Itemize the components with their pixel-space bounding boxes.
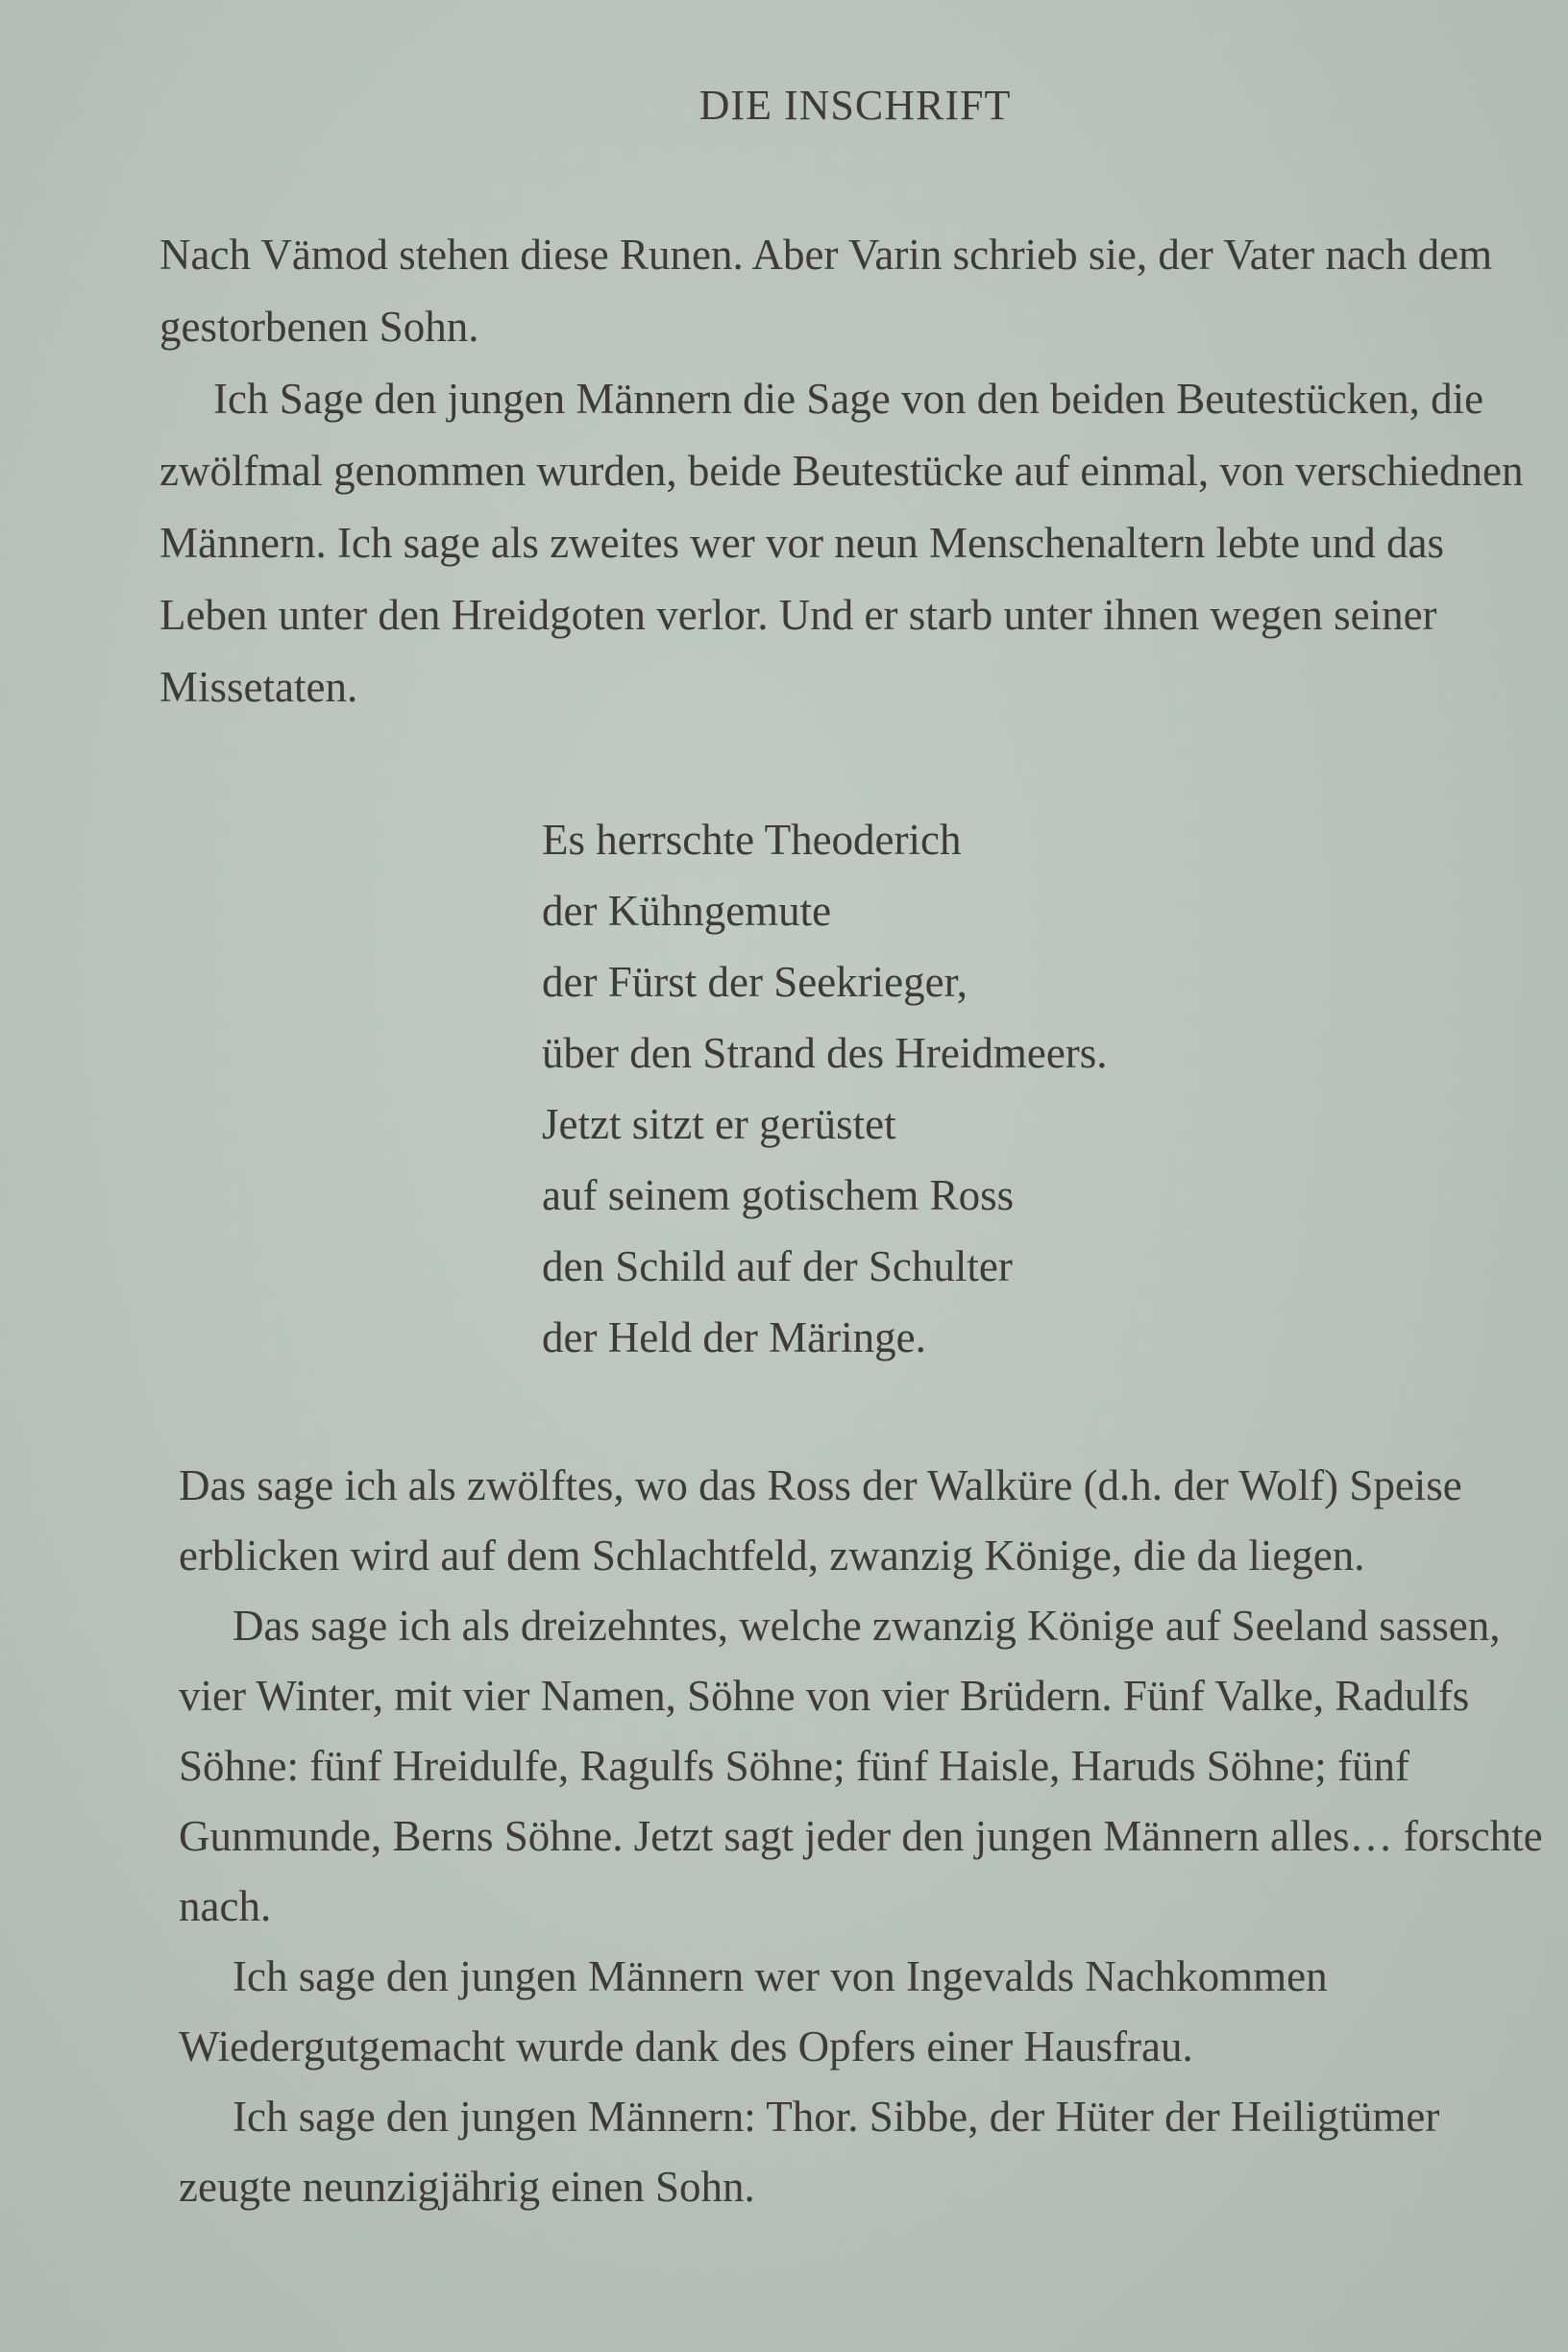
- intro-text-block: [159, 219, 1533, 723]
- closing-paragraph: Ich sage den jungen Männern wer von Ingevalds Nachkommen Wiedergutgemacht wurde dank des Opfers einer Hausfrau.: [179, 1952, 1328, 2070]
- closing-paragraph: Das sage ich als dreizehntes, welche zwanzig Könige auf Seeland sassen, vier Winter, mit vier Namen, Söhne von vier Brüdern. Fünf Valke, Radulfs Söhne: fünf Hreidulfe, Ragulfs Söhne; fünf Haisle, Haruds Söhne; fünf Gunmunde, Berns Söhne. Jetzt sagt jeder den jungen Männern alles… forschte nach.: [179, 1602, 1543, 1930]
- closing-text-block: [179, 1451, 1553, 2222]
- page-title: DIE INSCHRIFT: [698, 82, 1012, 129]
- verse-line: der Fürst der Seekrieger,: [542, 958, 968, 1006]
- closing-paragraph: Ich sage den jungen Männern: Thor. Sibbe, der Hüter der Heiligtümer zeugte neunzigjährig einen Sohn.: [179, 2093, 1440, 2211]
- verse-line: der Held der Märinge.: [542, 1313, 926, 1361]
- intro-paragraph: Ich Sage den jungen Männern die Sage von den beiden Beutestücken, die zwölfmal genommen wurden, beide Beutestücke auf einmal, von verschiednen Männern. Ich sage als zweites wer vor neun Menschenaltern lebte und das Leben unter den Hreidgoten verlor. Und er starb unter ihnen wegen seiner Missetaten.: [159, 375, 1524, 711]
- verse-line: über den Strand des Hreidmeers.: [542, 1029, 1108, 1077]
- verse-line: Jetzt sitzt er gerüstet: [542, 1100, 896, 1148]
- intro-paragraph: Nach Vämod stehen diese Runen. Aber Varin schrieb sie, der Vater nach dem gestorbenen Sohn.: [159, 231, 1493, 351]
- verse-block: [542, 804, 1108, 1373]
- verse-line: Es herrschte Theoderich: [542, 816, 962, 864]
- verse-line: den Schild auf der Schulter: [542, 1242, 1013, 1290]
- verse-line: auf seinem gotischem Ross: [542, 1171, 1015, 1219]
- closing-paragraph: Das sage ich als zwölftes, wo das Ross der Walküre (d.h. der Wolf) Speise erblicken wird auf dem Schlachtfeld, zwanzig Könige, die da liegen.: [179, 1461, 1462, 1580]
- verse-line: der Kühngemute: [542, 887, 832, 935]
